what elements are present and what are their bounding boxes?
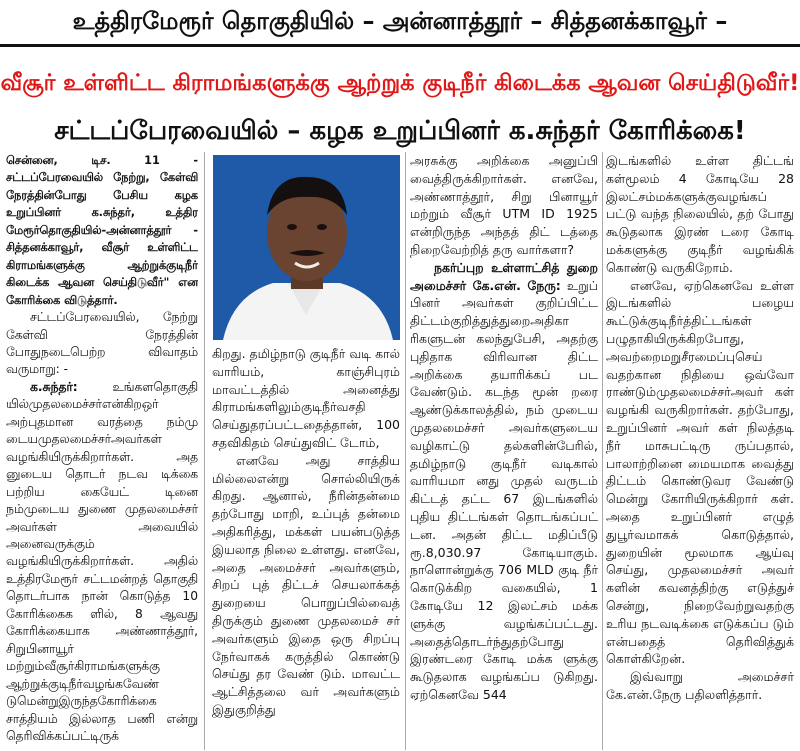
paragraph: எனவே, ஏற்கெனவே உள்ள இடங்களில் பழைய கூட்டுக்குடிநீர்த்திட்டங்கள் பழுதாகியிருக்கிறபோது, அவற்றைமறுசீரமைப்புசெய் வதற்கான நிதியை ஒவ்வோ ராண்டும்முதலமைச்சர்அவர் கள் வழங்கி வருகிறார்கள். தற்போது, உறுப்பினர் அவர் கள் நிலத்தடி நீர் மாசுபட்டிரு ருப்பதால், பாலாற்றினை மையமாக வைத்து திட்டம் கொண்டுவர வேண்டு மென்று கோரியிருக்கிறார் கள். அதை உறுப்பினர் எழுத் துபூர்வமாகக் கொடுத்தால், துறையின் மூலமாக ஆய்வு செய்து, முதலமைச்சர் அவர் களின் கவனத்திற்கு எடுத்துச் சென்று, நிறைவேற்றுவதற்கு உரிய நடவடிக்கை எடுக்கப்ப டும் என்பதைத் தெரிவித்துக் கொள்கிறேன். (606, 277, 794, 667)
divider-rule (0, 44, 800, 47)
paragraph: சட்டப்பேரவையில், நேற்று கேள்வி நேரத்தின் போதுநடைபெற்ற விவாதம் வருமாறு: - (6, 310, 198, 377)
portrait-illustration (213, 155, 400, 340)
paragraph (410, 259, 598, 704)
article-column-3 (410, 152, 598, 750)
headline-top: உத்திரமேரூர் தொகுதியில் – அன்னாத்தூர் – சித்தனக்காவூர் – (72, 7, 728, 35)
paragraph-text: உங்களதொகுதி யில்முதலமைச்சர்என்கிறஒர் அற்புதமான வரத்தை நம்மு டையமுதலமைச்சர்அவர்கள் வழங்கியிருக்கிறார்கள். அத னுடைய தொடர் நடவ டிக்கை பற்றிய கையேட் டினை நம்முடைய துணை முதலமைச்சர் அவர்கள் அவையில் அனைவருக்கும் வழங்கியிருக்கிறார்கள். அதில் உத்திரமேரூர் சட்டமன்றத் தொகுதி தொடர்பாக நான் கொடுத்த 10 கோரிக்கைக ளில், 8 ஆவது கோரிக்கையாக அண்ணாத்தூர், சிறுபினாயூர் மற்றும்வீசூர்கிராமங்களுக்கு ஆற்றுக்குடிநீர்வழங்கவேண் டுமென்றுஇருந்தகோரிக்கை சாத்தியம் இல்லாத பணி என்று தெரிவிக்கப்பட்டிருக் (6, 379, 198, 743)
paragraph: இடங்களில் உள்ள திட்டங் கள்மூலம் 4 கோடியே 28 இலட்சம்மக்களுக்குவழங்கப் பட்டு வந்த நிலையில், தற் போது கூடுதலாக இரண் டரை கோடி மக்களுக்கு குடிநீர் வழங்கிக் கொண்டு வருகிறோம். (606, 153, 794, 275)
headline-sub: சட்டப்பேரவையில் – கழக உறுப்பினர் க.சுந்தர் கோரிக்கை! (54, 116, 746, 146)
portrait-photo (213, 155, 400, 340)
closing-paragraph: இவ்வாறு அமைச்சர் கே.என்.நேரு பதிலளித்தார். (606, 669, 794, 702)
paragraph: எனவே அது சாத்திய மில்லைஎன்று சொல்லியிருக் கிறது. ஆனால், நீரின்தன்மை தற்போது மாறி, உப்புத் தன்மை அதிகரித்து, மக்கள் பயன்படுத்த இயலாத நிலை உள்ளது. எனவே, அதை அமைச்சர் அவர்களும், சிறப் புத் திட்டச் செயலாக்கத் துறையை பொறுப்பில்வைத் திருக்கும் துணை முதலமைச் சர் அவர்களும் இதை ஒரு சிறப்பு நேர்வாகக் கருத்தில் கொண்டு செய்து தர வேண் டும். மாவட்ட ஆட்சித்தலை வர் அவர்களும் இதுகுறித்து (212, 452, 400, 717)
headline-main: வீசூர் உள்ளிட்ட கிராமங்களுக்கு ஆற்றுக் குடிநீர் கிடைக்க ஆவன செய்திடுவீர்! (0, 70, 800, 96)
article-column-2 (212, 345, 400, 750)
column-divider (405, 152, 406, 750)
article-column-4 (606, 152, 794, 750)
speaker-name: க.சுந்தர்: (30, 379, 78, 394)
lead-paragraph: சென்னை, டிச. 11 - சட்டப்பேரவையில் நேற்று, கேள்வி நேரத்தின்போது பேசிய கழக உறுப்பினர் க.சுந்தர், உத்திர மேரூர்தொகுதியில்-அன்னாத்தூர் - சித்தனக்காவூர், வீசூர் உள்ளிட்ட கிராமங்களுக்கு ஆற்றுக்குடிநீர் கிடைக்க ஆவன செய்திடுவீர்" என கோரிக்கை விடுத்தார். (6, 154, 198, 307)
column-divider (204, 152, 205, 750)
paragraph: கிறது. தமிழ்நாடு குடிநீர் வடி கால் வாரியம், காஞ்சிபுரம் மாவட்டத்தில் அனைத்து கிராமங்களிலும்குடிநீர்வசதி செய்துதரப்பட்டதைத்தான், 100 சதவிகிதம் செய்துவிட் டோம், (212, 346, 400, 450)
speaker-name: நகர்ப்புற உள்ளாட்சித் துறை அமைச்சர் கே.என். நேரு: (410, 259, 598, 293)
article-column-1 (6, 152, 198, 750)
column-divider (602, 152, 603, 750)
paragraph: அரசுக்கு அறிக்கை அனுப்பி வைத்திருக்கிறார்கள். எனவே, அண்ணாத்தூர், சிறு பினாயூர் மற்றும் வீசூர் UTM ID 1925 என்றிருந்த அந்தத் திட் டத்தை நிறைவேற்றித் தரு வார்களா? (410, 153, 598, 257)
paragraph-text: உறுப் பினர் அவர்கள் குறிப்பிட்ட திட்டம்குறித்துத்துறைஅதிகா ரிகளுடன் கலந்துபேசி, அதற்கு புதிதாக விரிவான திட்ட அறிக்கை தயாரிக்கப் பட வேண்டும். கடந்த மூன் றரை ஆண்டுக்காலத்தில், நம் முடைய முதலமைச்சர் அவர்களுடைய வழிகாட்டு தல்களின்பேரில், தமிழ்நாடு குடிநீர் வடிகால் வாரியமா னது முதல் வருடம் கிட்டத் தட்ட 67 இடங்களில் புதிய திட்டங்கள் தொடங்கப்பட் டன. அதன் திட்ட மதிப்பீடு ரூ.8,030.97 கோடியாகும். நாளொன்றுக்கு 706 MLD குடி நீர் கொடுக்கிற வகையில், 1 கோடியே 12 இலட்சம் மக்க ளுக்கு வழங்கப்பட்டது. அதைத்தொடர்ந்துதற்போது இரண்டரை கோடி மக்க ளுக்கு கூடுதலாக வழங்கப்ப டுகிறது. ஏற்கெனவே 544 (410, 277, 598, 702)
paragraph (6, 379, 198, 746)
